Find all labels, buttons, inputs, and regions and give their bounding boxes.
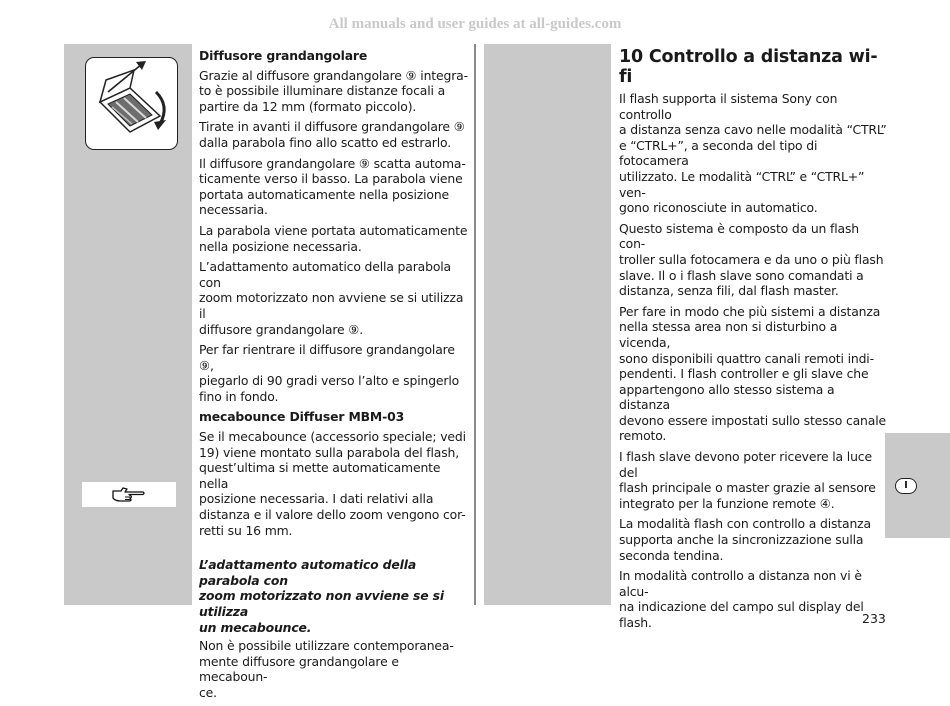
middle-margin-band xyxy=(484,44,611,605)
section-heading-wide-angle-diffuser: Diffusore grandangolare xyxy=(199,48,368,63)
left-text-column xyxy=(199,48,469,706)
paragraph: Il diffusore grandangolare ⑨ scatta automa- ticamente verso il basso. La parabola viene portata automaticamente nella posizione necessaria. xyxy=(199,155,466,218)
page-number: 233 xyxy=(862,611,886,626)
flash-diffuser-drawing xyxy=(86,58,176,148)
flash-diffuser-illustration xyxy=(85,57,178,150)
paragraph: I flash slave devono poter ricevere la luce del flash principale o master grazie al sensore integrato per la funzione remote ④. xyxy=(619,449,876,511)
paragraph: Non è possibile utilizzare contemporanea- mente diffusore grandangolare e mecaboun- ce. xyxy=(199,638,454,700)
section-heading-mecabounce: mecabounce Diffuser MBM-03 xyxy=(199,409,405,425)
paragraph: Per far rientrare il diffusore grandangolare ⑨, piegarlo di 90 gradi verso l’alto e spingerlo fino in fondo. xyxy=(199,342,460,404)
paragraph: Grazie al diffusore grandangolare ⑨ integra- to è possibile illuminare distanze focali a partire da 12 mm (formato piccolo). xyxy=(199,67,468,114)
paragraph: Questo sistema è composto da un flash con- troller sulla fotocamera e da uno o più flash slave. Il o i flash slave sono comandati a distanza, senza fili, dal flash master. xyxy=(619,220,884,299)
note-text: L’adattamento automatico della parabola con zoom motorizzato non avviene se si utilizza un mecabounce. xyxy=(199,557,444,635)
paragraph: In modalità controllo a distanza non vi è alcu- na indicazione del campo sul display del flash. xyxy=(619,568,864,630)
language-badge: I xyxy=(895,478,917,494)
pointing-hand-icon xyxy=(111,486,147,504)
watermark: All manuals and user guides at all-guides.com xyxy=(328,16,622,32)
paragraph: L’adattamento automatico della parabola con zoom motorizzato non avviene se si utilizza il diffusore grandangolare ⑨. xyxy=(199,259,464,337)
note-hand-box xyxy=(82,482,176,507)
right-text-column xyxy=(619,47,887,636)
paragraph: Tirate in avanti il diffusore grandangolare ⑨ dalla parabola fino allo scatto ed estrarlo. xyxy=(199,119,465,150)
paragraph: Per fare in modo che più sistemi a distanza nella stessa area non si disturbino a vicenda, sono disponibili quattro canali remoti indi- pendenti. I flash controller e gli slave che appartengono allo stesso sistema a distanza devono essere impostati sullo stesso canale remoto. xyxy=(619,303,886,444)
chapter-title: 10 Controllo a distanza wi-fi xyxy=(619,47,878,87)
column-divider xyxy=(474,44,476,605)
paragraph: Il flash supporta il sistema Sony con controllo a distanza senza cavo nelle modalità “CTRL” e “CTRL+”, a seconda del tipo di fotocamera utilizzato. Le modalità “CTRL” e “CTRL+” ven- gono riconosciute in automatico. xyxy=(619,91,887,216)
paragraph: La parabola viene portata automaticamente nella posizione necessaria. xyxy=(199,222,468,254)
paragraph: Se il mecabounce (accessorio speciale; vedi 19) viene montato sulla parabola del flash, quest’ultima si mette automaticamente nella posizione necessaria. I dati relativi alla distanza e il valore dello zoom vengono cor- retti su 16 mm. xyxy=(199,429,466,538)
paragraph: La modalità flash con controllo a distanza supporta anche la sincronizzazione sulla seconda tendina. xyxy=(619,516,871,563)
